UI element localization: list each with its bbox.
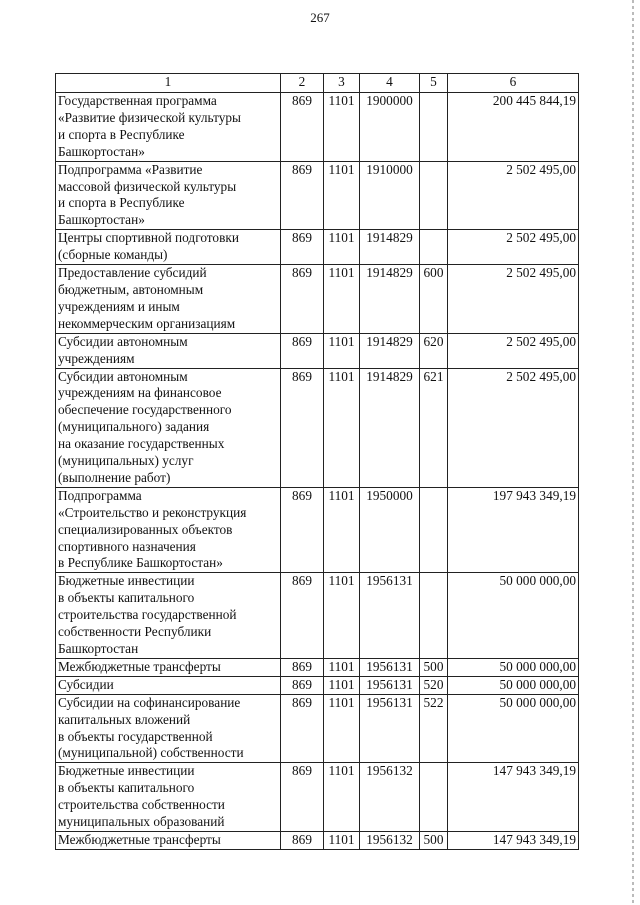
row-section-cell: 1101 <box>324 333 360 368</box>
row-amount-cell: 2 502 495,00 <box>448 161 579 230</box>
row-section-cell: 1101 <box>324 676 360 694</box>
row-code-cell: 869 <box>281 658 324 676</box>
table-row <box>56 831 579 849</box>
row-target-cell: 1956132 <box>360 763 420 832</box>
row-section-cell: 1101 <box>324 694 360 763</box>
row-name-cell: Подпрограмма «Строительство и реконструкция специализированных объектов спортивного назначения в Республике Башкортостан» <box>56 487 281 573</box>
row-target-cell: 1956132 <box>360 831 420 849</box>
row-name-cell: Субсидии автономным учреждениям на финансовое обеспечение государственного (муниципального) задания на оказание государственных (муниципальных) услуг (выполнение работ) <box>56 368 281 487</box>
row-name-cell: Подпрограмма «Развитие массовой физической культуры и спорта в Республике Башкортостан» <box>56 161 281 230</box>
row-section-cell: 1101 <box>324 763 360 832</box>
row-code-cell: 869 <box>281 333 324 368</box>
row-code-cell: 869 <box>281 230 324 265</box>
budget-table <box>55 73 579 850</box>
row-section-cell: 1101 <box>324 161 360 230</box>
table-row <box>56 230 579 265</box>
row-name-cell: Государственная программа «Развитие физической культуры и спорта в Республике Башкортостан» <box>56 93 281 162</box>
row-name-cell: Субсидии на софинансирование капитальных вложений в объекты государственной (муниципальной) собственности <box>56 694 281 763</box>
row-amount-cell: 147 943 349,19 <box>448 763 579 832</box>
row-code-cell: 869 <box>281 676 324 694</box>
row-name-cell: Предоставление субсидий бюджетным, автономным учреждениям и иным некоммерческим организациям <box>56 265 281 334</box>
row-amount-cell: 50 000 000,00 <box>448 658 579 676</box>
row-code-cell: 869 <box>281 368 324 487</box>
row-code-cell: 869 <box>281 831 324 849</box>
row-amount-cell: 2 502 495,00 <box>448 333 579 368</box>
row-target-cell: 1950000 <box>360 487 420 573</box>
row-target-cell: 1914829 <box>360 333 420 368</box>
row-amount-cell: 200 445 844,19 <box>448 93 579 162</box>
row-amount-cell: 2 502 495,00 <box>448 265 579 334</box>
row-name-cell: Бюджетные инвестиции в объекты капитального строительства собственности муниципальных образований <box>56 763 281 832</box>
row-amount-cell: 50 000 000,00 <box>448 676 579 694</box>
row-section-cell: 1101 <box>324 368 360 487</box>
row-section-cell: 1101 <box>324 230 360 265</box>
table-row <box>56 265 579 334</box>
row-name-cell: Межбюджетные трансферты <box>56 831 281 849</box>
row-section-cell: 1101 <box>324 265 360 334</box>
table-row <box>56 763 579 832</box>
table-row <box>56 658 579 676</box>
table-row <box>56 676 579 694</box>
row-code-cell: 869 <box>281 487 324 573</box>
column-header: 2 <box>281 74 324 93</box>
row-section-cell: 1101 <box>324 93 360 162</box>
row-code-cell: 869 <box>281 93 324 162</box>
table-row <box>56 694 579 763</box>
row-section-cell: 1101 <box>324 487 360 573</box>
table-row <box>56 573 579 659</box>
header-row <box>56 74 579 93</box>
row-amount-cell: 2 502 495,00 <box>448 230 579 265</box>
row-name-cell: Субсидии <box>56 676 281 694</box>
table-row <box>56 93 579 162</box>
row-amount-cell: 197 943 349,19 <box>448 487 579 573</box>
row-name-cell: Бюджетные инвестиции в объекты капитального строительства государственной собственности Республики Башкортостан <box>56 573 281 659</box>
column-header: 6 <box>448 74 579 93</box>
row-type-cell <box>420 487 448 573</box>
row-amount-cell: 50 000 000,00 <box>448 694 579 763</box>
row-target-cell: 1914829 <box>360 265 420 334</box>
row-name-cell: Межбюджетные трансферты <box>56 658 281 676</box>
row-code-cell: 869 <box>281 161 324 230</box>
table-header <box>56 74 579 93</box>
page-edge <box>632 0 634 905</box>
row-type-cell <box>420 763 448 832</box>
row-target-cell: 1956131 <box>360 694 420 763</box>
row-target-cell: 1956131 <box>360 658 420 676</box>
row-section-cell: 1101 <box>324 573 360 659</box>
table-row <box>56 487 579 573</box>
row-name-cell: Субсидии автономным учреждениям <box>56 333 281 368</box>
column-header: 3 <box>324 74 360 93</box>
row-type-cell: 500 <box>420 658 448 676</box>
row-type-cell <box>420 573 448 659</box>
row-code-cell: 869 <box>281 694 324 763</box>
row-type-cell <box>420 93 448 162</box>
row-target-cell: 1914829 <box>360 230 420 265</box>
table-row <box>56 333 579 368</box>
row-target-cell: 1956131 <box>360 573 420 659</box>
row-target-cell: 1956131 <box>360 676 420 694</box>
row-type-cell <box>420 161 448 230</box>
table-row <box>56 368 579 487</box>
row-target-cell: 1900000 <box>360 93 420 162</box>
row-code-cell: 869 <box>281 763 324 832</box>
column-header: 5 <box>420 74 448 93</box>
row-type-cell <box>420 230 448 265</box>
page-number: 267 <box>310 10 330 25</box>
row-type-cell: 520 <box>420 676 448 694</box>
row-name-cell: Центры спортивной подготовки (сборные команды) <box>56 230 281 265</box>
row-amount-cell: 2 502 495,00 <box>448 368 579 487</box>
table-body <box>56 93 579 850</box>
row-target-cell: 1914829 <box>360 368 420 487</box>
row-type-cell: 600 <box>420 265 448 334</box>
row-type-cell: 522 <box>420 694 448 763</box>
row-amount-cell: 147 943 349,19 <box>448 831 579 849</box>
row-code-cell: 869 <box>281 573 324 659</box>
table-row <box>56 161 579 230</box>
row-type-cell: 620 <box>420 333 448 368</box>
row-amount-cell: 50 000 000,00 <box>448 573 579 659</box>
row-type-cell: 621 <box>420 368 448 487</box>
row-type-cell: 500 <box>420 831 448 849</box>
row-target-cell: 1910000 <box>360 161 420 230</box>
row-code-cell: 869 <box>281 265 324 334</box>
row-section-cell: 1101 <box>324 831 360 849</box>
column-header: 1 <box>56 74 281 93</box>
column-header: 4 <box>360 74 420 93</box>
row-section-cell: 1101 <box>324 658 360 676</box>
